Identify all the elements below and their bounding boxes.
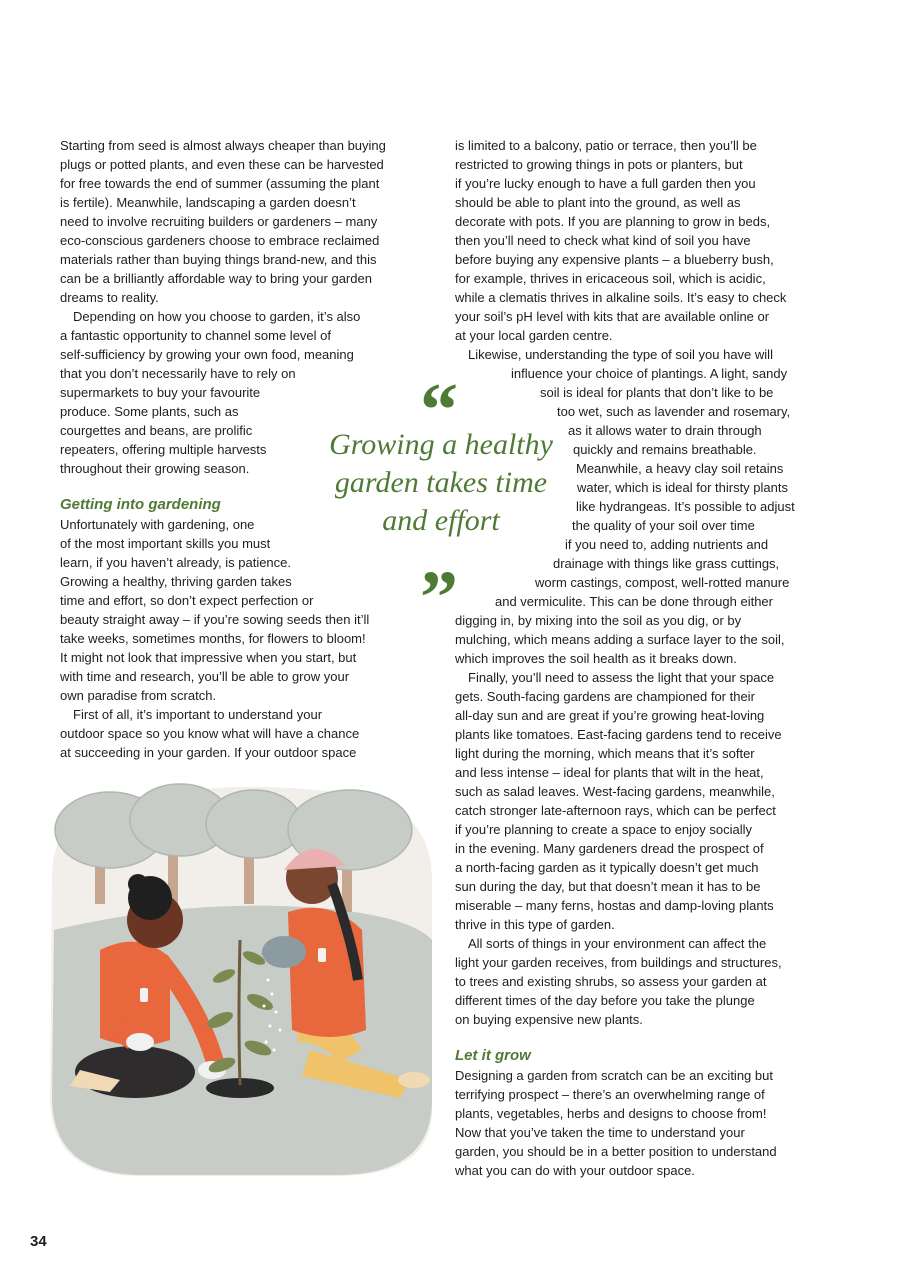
body-text-line: restricted to growing things in pots or planters, but: [455, 157, 743, 172]
body-text-line: learn, if you haven’t already, is patience.: [60, 555, 292, 570]
body-text-line: It might not look that impressive when you start, but: [60, 650, 357, 665]
body-text-line: if you’re lucky enough to have a full garden then you: [455, 176, 756, 191]
pull-quote-line: Growing a healthy: [329, 428, 553, 461]
body-text-line: take weeks, sometimes months, for flowers to bloom!: [60, 631, 366, 646]
body-text-line: can be a brilliantly affordable way to bring your garden: [60, 271, 372, 286]
body-text-line: Designing a garden from scratch can be an exciting but: [455, 1068, 773, 1083]
body-text-line: to trees and existing shrubs, so assess your garden at: [455, 974, 767, 989]
body-text-line: a fantastic opportunity to channel some level of: [60, 328, 331, 343]
body-text-line: for free towards the end of summer (assuming the plant: [60, 176, 380, 191]
body-text-line: light your garden receives, from buildings and structures,: [455, 955, 782, 970]
body-text-line: like hydrangeas. It’s possible to adjust: [576, 499, 795, 514]
body-text-line: while a clematis thrives in alkaline soils. It’s easy to check: [455, 290, 787, 305]
body-text-line: All sorts of things in your environment can affect the: [468, 936, 767, 951]
body-text-line: with time and research, you’ll be able to grow your: [60, 669, 350, 684]
body-text-line: should be able to plant into the ground, as well as: [455, 195, 741, 210]
body-text-line: is limited to a balcony, patio or terrace, then you’ll be: [455, 138, 757, 153]
body-text-line: on buying expensive new plants.: [455, 1012, 643, 1027]
body-text-line: is fertile). Meanwhile, landscaping a garden doesn’t: [60, 195, 356, 210]
body-text-line: digging in, by mixing into the soil as you dig, or by: [455, 613, 742, 628]
body-text-line: decorate with pots. If you are planning to grow in beds,: [455, 214, 771, 229]
body-text-line: water, which is ideal for thirsty plants: [577, 480, 788, 495]
body-text-line: sun during the day, but that doesn’t mean it has to be: [455, 879, 761, 894]
body-text-line: the quality of your soil over time: [572, 518, 755, 533]
body-text-line: own paradise from scratch.: [60, 688, 217, 703]
pull-quote-line: garden takes time: [334, 466, 548, 499]
open-quote-mark: “: [420, 368, 458, 452]
body-text-line: supermarkets to buy your favourite: [60, 385, 261, 400]
section-heading: Getting into gardening: [60, 496, 221, 513]
body-text-line: all-day sun and are great if you’re growing heat-loving: [455, 708, 765, 723]
body-text-line: light during the morning, which means that it’s softer: [455, 746, 755, 761]
body-text-line: thrive in this type of garden.: [455, 917, 615, 932]
body-text-line: Unfortunately with gardening, one: [60, 517, 255, 532]
body-text-line: of the most important skills you must: [60, 536, 271, 551]
body-text-line: drainage with things like grass cuttings,: [553, 556, 780, 571]
pull-quote-line: and effort: [382, 504, 500, 537]
body-text-line: Finally, you’ll need to assess the light that your space: [468, 670, 775, 685]
body-text-line: a north-facing garden as it typically doesn’t get much: [455, 860, 759, 875]
body-text-line: Depending on how you choose to garden, it’s also: [73, 309, 361, 324]
body-text-line: courgettes and beans, are prolific: [60, 423, 253, 438]
body-text-line: beauty straight away – if you’re sowing seeds then it’ll: [60, 612, 370, 627]
body-text-line: need to involve recruiting builders or gardeners – many: [60, 214, 378, 229]
body-text-line: as it allows water to drain through: [568, 423, 762, 438]
body-text-line: different times of the day before you take the plunge: [455, 993, 755, 1008]
body-text-line: soil is ideal for plants that don’t like to be: [540, 385, 774, 400]
body-text-line: which improves the soil health as it breaks down.: [455, 651, 737, 666]
body-text-line: if you’re planning to create a space to enjoy socially: [455, 822, 753, 837]
body-text-line: materials rather than buying things brand-new, and this: [60, 252, 377, 267]
page-number: 34: [30, 1233, 47, 1250]
body-text-line: that you don’t necessarily have to rely on: [60, 366, 296, 381]
body-text-line: if you need to, adding nutrients and: [565, 537, 769, 552]
body-text-line: repeaters, offering multiple harvests: [60, 442, 267, 457]
body-text-line: worm castings, compost, well-rotted manure: [535, 575, 790, 590]
body-text-line: before buying any expensive plants – a blueberry bush,: [455, 252, 774, 267]
body-text-line: produce. Some plants, such as: [60, 404, 239, 419]
body-text-line: outdoor space so you know what will have a chance: [60, 726, 360, 741]
body-text-line: too wet, such as lavender and rosemary,: [557, 404, 791, 419]
body-text-line: and less intense – ideal for plants that wilt in the heat,: [455, 765, 764, 780]
body-text-line: influence your choice of plantings. A light, sandy: [511, 366, 788, 381]
body-text-line: Likewise, understanding the type of soil you have will: [468, 347, 773, 362]
body-text-line: what you can do with your outdoor space.: [455, 1163, 695, 1178]
body-text-line: quickly and remains breathable.: [573, 442, 757, 457]
body-text-line: for example, thrives in ericaceous soil, which is acidic,: [455, 271, 766, 286]
body-text-line: and vermiculite. This can be done through either: [495, 594, 773, 609]
body-text-line: in the evening. Many gardeners dread the prospect of: [455, 841, 764, 856]
body-text-line: mulching, which means adding a surface layer to the soil,: [455, 632, 785, 647]
body-text-line: Growing a healthy, thriving garden takes: [60, 574, 292, 589]
body-text-line: then you’ll need to check what kind of soil you have: [455, 233, 751, 248]
body-text-line: catch stronger late-afternoon rays, which can be perfect: [455, 803, 776, 818]
body-text-line: plants like tomatoes. East-facing gardens tend to receive: [455, 727, 782, 742]
body-text-line: at your local garden centre.: [455, 328, 613, 343]
body-text-line: time and effort, so don’t expect perfection or: [60, 593, 314, 608]
body-text-line: Meanwhile, a heavy clay soil retains: [576, 461, 784, 476]
body-text-line: dreams to reality.: [60, 290, 159, 305]
section-heading: Let it grow: [455, 1047, 531, 1064]
pull-quote-text: [325, 426, 557, 540]
body-text-line: at succeeding in your garden. If your outdoor space: [60, 745, 357, 760]
body-text-line: eco-conscious gardeners choose to embrace reclaimed: [60, 233, 380, 248]
body-text-line: terrifying prospect – there’s an overwhelming range of: [455, 1087, 765, 1102]
body-text-line: Now that you’ve taken the time to understand your: [455, 1125, 745, 1140]
body-text-line: garden, you should be in a better position to understand: [455, 1144, 777, 1159]
close-quote-mark: ”: [420, 556, 458, 640]
body-text-line: miserable – many ferns, hostas and damp-loving plants: [455, 898, 774, 913]
body-text-line: plants, vegetables, herbs and designs to choose from!: [455, 1106, 767, 1121]
body-text-line: self-sufficiency by growing your own food, meaning: [60, 347, 354, 362]
body-text-line: gets. South-facing gardens are championed for their: [455, 689, 755, 704]
body-text-line: your soil’s pH level with kits that are available online or: [455, 309, 770, 324]
body-text-line: throughout their growing season.: [60, 461, 250, 476]
body-text-line: such as salad leaves. West-facing gardens, meanwhile,: [455, 784, 775, 799]
body-text-line: Starting from seed is almost always cheaper than buying: [60, 138, 386, 153]
body-text-line: First of all, it’s important to understand your: [73, 707, 323, 722]
body-text-line: plugs or potted plants, and even these can be harvested: [60, 157, 384, 172]
gardening-illustration: [40, 780, 440, 1180]
